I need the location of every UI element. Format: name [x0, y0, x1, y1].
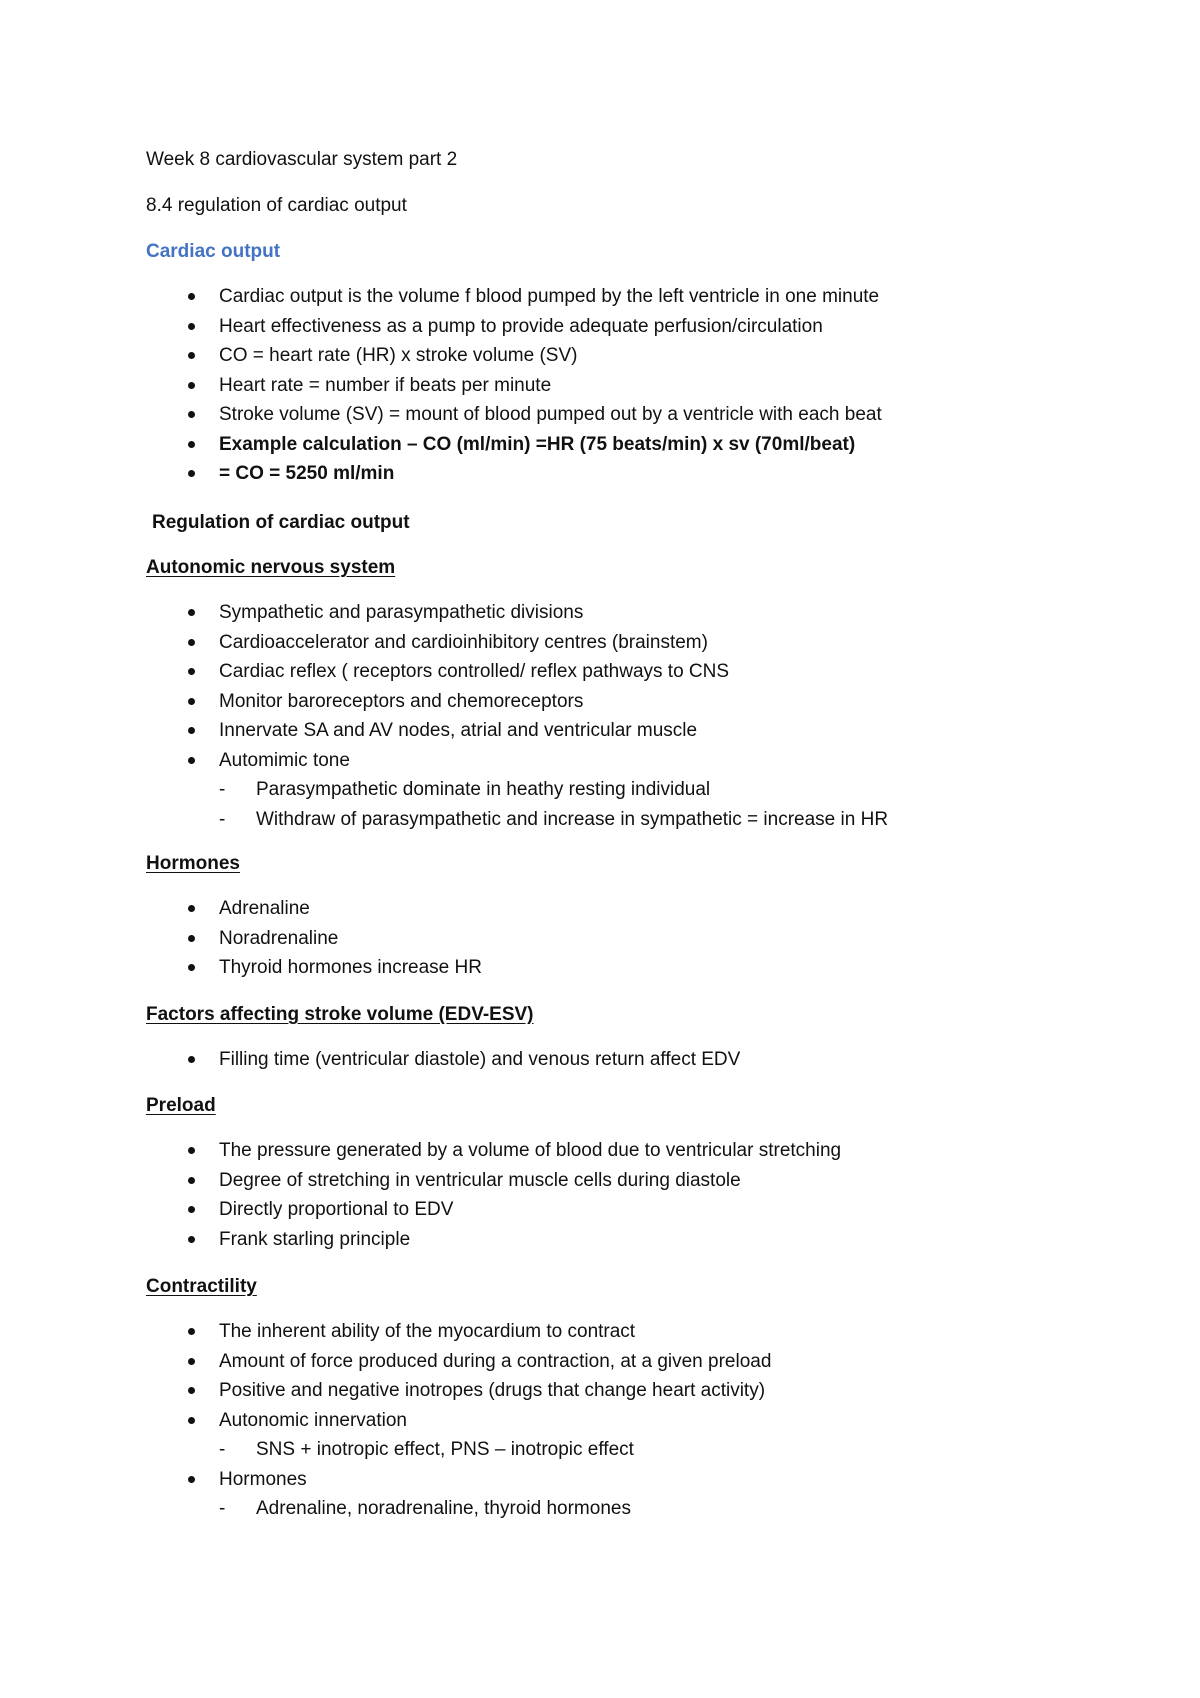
bullet-icon: [188, 1056, 195, 1063]
cardiac-output-heading: Cardiac output: [146, 241, 281, 262]
bullet-icon: [188, 1147, 195, 1154]
bullet-icon: [188, 352, 195, 359]
sub-list-item: - Adrenaline, noradrenaline, thyroid hormones: [219, 1498, 631, 1519]
list-item: Noradrenaline: [146, 927, 482, 957]
list-item: Hormones: [146, 1468, 771, 1498]
list-item: CO = heart rate (HR) x stroke volume (SV): [146, 344, 882, 374]
bullet-icon: [188, 964, 195, 971]
bullet-icon: [188, 935, 195, 942]
list-item: Stroke volume (SV) = mount of blood pumped out by a ventricle with each beat: [146, 403, 882, 433]
list-item: Amount of force produced during a contraction, at a given preload: [146, 1350, 771, 1380]
dash-icon: -: [219, 1498, 226, 1519]
bullet-icon: [188, 609, 195, 616]
bullet-icon: [188, 1358, 195, 1365]
ans-heading: Autonomic nervous system: [146, 557, 396, 578]
list-item: Autonomic innervation: [146, 1409, 771, 1439]
bullet-icon: [188, 441, 195, 448]
list-item: Innervate SA and AV nodes, atrial and ventricular muscle: [146, 719, 888, 749]
list-item: Cardiac reflex ( receptors controlled/ reflex pathways to CNS: [146, 660, 888, 690]
list-item: Degree of stretching in ventricular muscle cells during diastole: [146, 1169, 841, 1199]
list-item: Directly proportional to EDV: [146, 1198, 841, 1228]
stroke-volume-list: [146, 1048, 740, 1078]
bullet-icon: [188, 293, 195, 300]
ans-list: [146, 601, 888, 837]
list-item: Positive and negative inotropes (drugs that change heart activity): [146, 1379, 771, 1409]
contractility-heading: Contractility: [146, 1276, 257, 1297]
dash-icon: -: [219, 1439, 226, 1460]
hormones-list: [146, 897, 482, 986]
sub-list-item: - Withdraw of parasympathetic and increase in sympathetic = increase in HR: [219, 808, 889, 830]
preload-heading: Preload: [146, 1095, 216, 1116]
bullet-icon: [188, 411, 195, 418]
bullet-icon: [188, 698, 195, 705]
list-item: The pressure generated by a volume of blood due to ventricular stretching: [146, 1139, 841, 1169]
sub-list-item: - SNS + inotropic effect, PNS – inotropic effect: [219, 1439, 634, 1460]
bullet-icon: [188, 639, 195, 646]
bullet-icon: [188, 382, 195, 389]
preload-list: [146, 1139, 841, 1257]
bullet-icon: [188, 727, 195, 734]
list-item: Adrenaline: [146, 897, 482, 927]
document-title: Week 8 cardiovascular system part 2: [146, 149, 458, 170]
list-item: The inherent ability of the myocardium to contract: [146, 1320, 771, 1350]
list-item: Cardioaccelerator and cardioinhibitory centres (brainstem): [146, 631, 888, 661]
bullet-icon: [188, 1387, 195, 1394]
bullet-icon: [188, 323, 195, 330]
stroke-volume-heading: Factors affecting stroke volume (EDV-ESV): [146, 1004, 534, 1025]
bullet-icon: [188, 1236, 195, 1243]
hormones-heading: Hormones: [146, 853, 240, 874]
bullet-icon: [188, 1417, 195, 1424]
bullet-icon: [188, 1328, 195, 1335]
sub-list-item: - Parasympathetic dominate in heathy resting individual: [219, 779, 711, 800]
list-item: Filling time (ventricular diastole) and venous return affect EDV: [146, 1048, 740, 1078]
bullet-icon: [188, 470, 195, 477]
bullet-icon: [188, 905, 195, 912]
list-item: Heart effectiveness as a pump to provide adequate perfusion/circulation: [146, 315, 882, 345]
cardiac-output-list: [146, 285, 882, 492]
dash-icon: -: [219, 779, 226, 800]
bullet-icon: [188, 1206, 195, 1213]
bullet-icon: [188, 1476, 195, 1483]
list-item: Automimic tone: [146, 749, 888, 779]
list-item: Frank starling principle: [146, 1228, 841, 1258]
list-item: Heart rate = number if beats per minute: [146, 374, 882, 404]
list-item: Example calculation – CO (ml/min) =HR (75 beats/min) x sv (70ml/beat): [146, 433, 882, 463]
bullet-icon: [188, 757, 195, 764]
list-item: = CO = 5250 ml/min: [146, 462, 882, 492]
bullet-icon: [188, 668, 195, 675]
dash-icon: -: [219, 808, 226, 830]
list-item: Cardiac output is the volume f blood pumped by the left ventricle in one minute: [146, 285, 882, 315]
regulation-heading: Regulation of cardiac output: [152, 512, 410, 533]
bullet-icon: [188, 1177, 195, 1184]
contractility-list: [146, 1320, 771, 1527]
list-item: Sympathetic and parasympathetic divisions: [146, 601, 888, 631]
list-item: Thyroid hormones increase HR: [146, 956, 482, 986]
document-subtitle: 8.4 regulation of cardiac output: [146, 195, 407, 216]
list-item: Monitor baroreceptors and chemoreceptors: [146, 690, 888, 720]
